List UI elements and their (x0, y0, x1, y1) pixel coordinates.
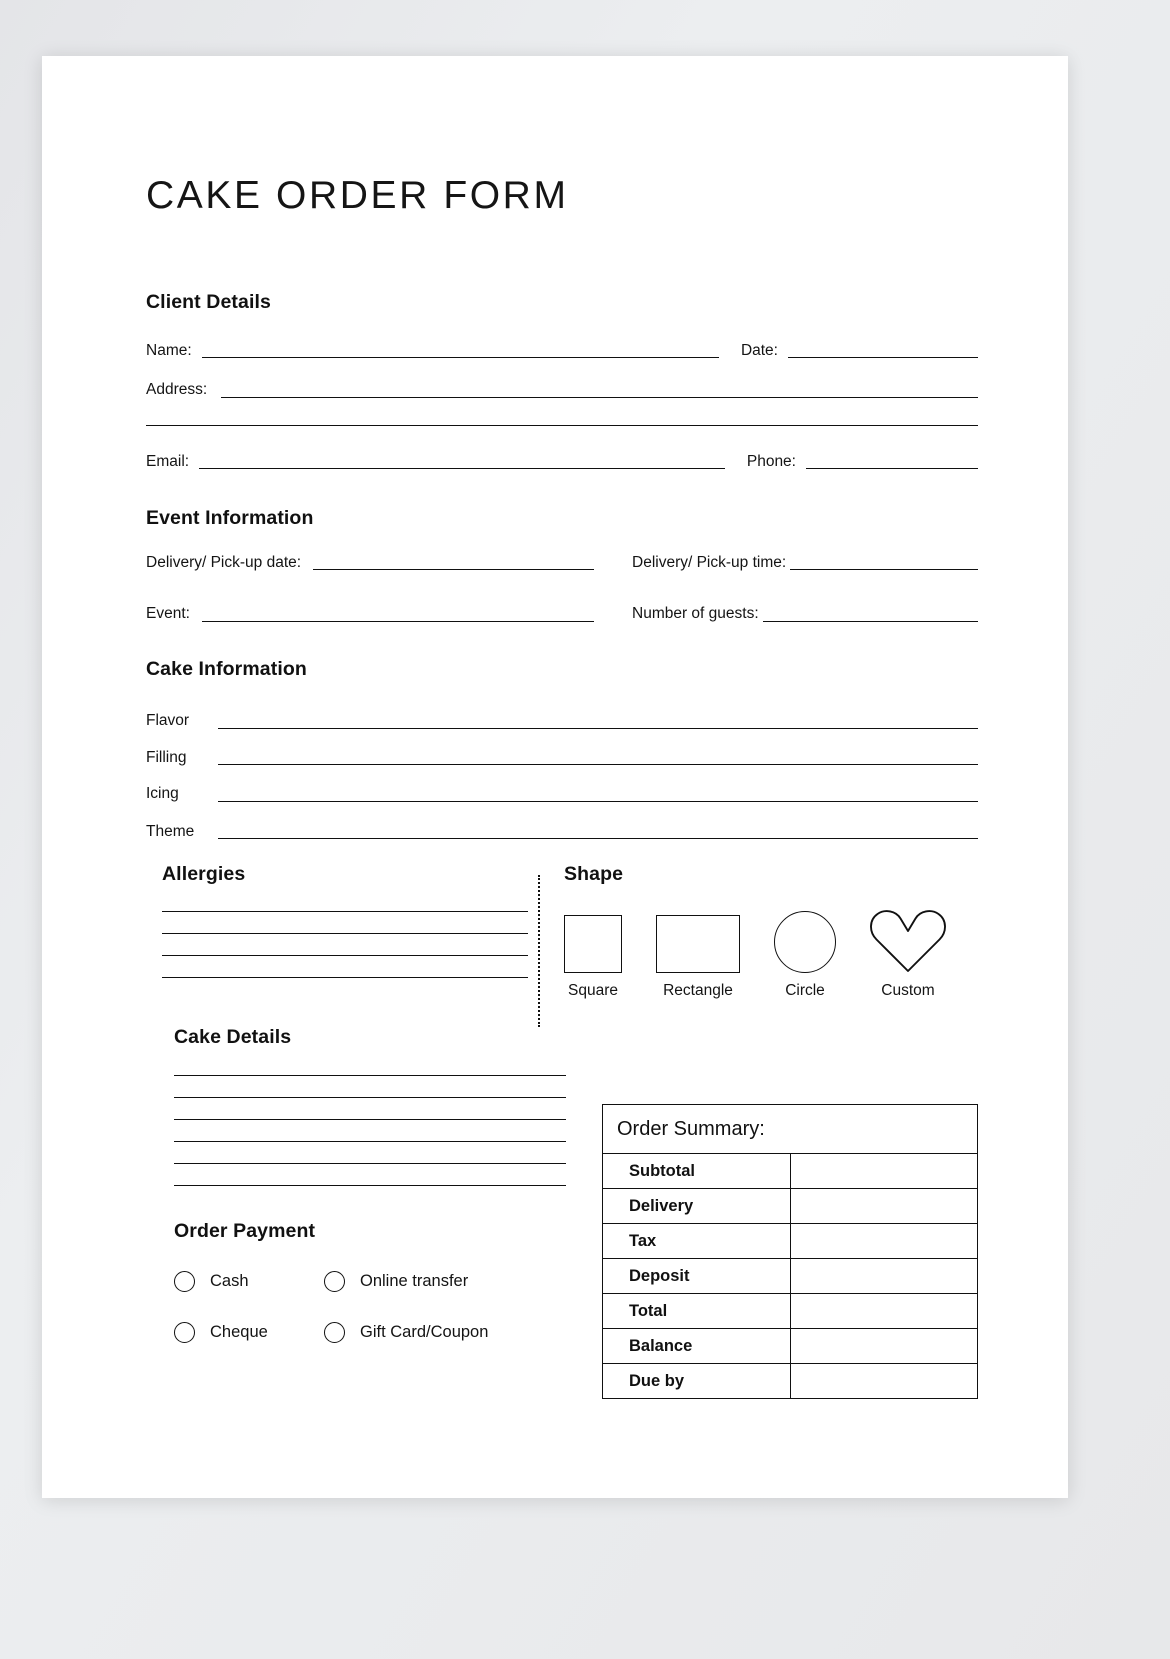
summary-value-subtotal[interactable] (790, 1154, 978, 1189)
shape-option-square[interactable] (564, 915, 622, 999)
filling-row (146, 750, 978, 766)
allergies-heading: Allergies (162, 863, 246, 885)
event-input[interactable] (202, 621, 594, 622)
payment-option-cash[interactable] (174, 1271, 324, 1292)
cake-details-line-1[interactable] (174, 1075, 566, 1076)
summary-value-due-by[interactable] (790, 1364, 978, 1399)
address-label: Address: (146, 381, 208, 398)
summary-label-balance: Balance (603, 1329, 791, 1364)
summary-label-due-by: Due by (603, 1364, 791, 1399)
allergies-line-4[interactable] (162, 977, 528, 978)
table-row (603, 1259, 978, 1294)
email-phone-row (146, 454, 978, 470)
order-payment-options (174, 1271, 566, 1343)
summary-label-deposit: Deposit (603, 1259, 791, 1294)
summary-label-tax: Tax (603, 1224, 791, 1259)
payment-row-2 (174, 1322, 566, 1343)
summary-value-balance[interactable] (790, 1329, 978, 1364)
radio-cheque-icon (174, 1322, 195, 1343)
theme-label: Theme (146, 822, 195, 840)
email-input[interactable] (199, 468, 725, 469)
phone-label: Phone: (746, 452, 796, 470)
shape-options (564, 909, 978, 999)
cake-information-heading: Cake Information (146, 657, 307, 680)
cake-details-line-3[interactable] (174, 1119, 566, 1120)
cake-details-line-4[interactable] (174, 1141, 566, 1142)
flavor-label: Flavor (146, 712, 190, 729)
table-row (603, 1224, 978, 1259)
delivery-pickup-date-input[interactable] (313, 569, 594, 570)
order-summary-column (602, 1028, 978, 1399)
summary-value-deposit[interactable] (790, 1259, 978, 1294)
flavor-input[interactable] (218, 728, 978, 729)
shape-option-rectangle[interactable] (656, 915, 740, 999)
payment-option-cheque[interactable] (174, 1322, 324, 1343)
flavor-row (146, 713, 978, 729)
details-summary-block (146, 1028, 978, 1399)
cake-details-line-2[interactable] (174, 1097, 566, 1098)
delivery-pickup-time-label: Delivery/ Pick-up time: (632, 553, 787, 571)
allergies-line-2[interactable] (162, 933, 528, 934)
shape-section (528, 865, 978, 998)
table-row (603, 1294, 978, 1329)
form-sheet (42, 56, 1068, 1498)
guests-row (632, 606, 978, 622)
shape-heading: Shape (564, 863, 624, 885)
summary-label-delivery: Delivery (603, 1189, 791, 1224)
filling-input[interactable] (218, 764, 978, 765)
delivery-pickup-time-input[interactable] (790, 569, 978, 570)
icing-input[interactable] (218, 801, 978, 802)
order-summary-heading: Order Summary: (603, 1105, 978, 1154)
square-icon (564, 915, 622, 973)
theme-row (146, 824, 978, 840)
summary-value-tax[interactable] (790, 1224, 978, 1259)
name-date-row (146, 343, 978, 359)
event-left-column (146, 555, 594, 622)
radio-cash-icon (174, 1271, 195, 1292)
allergies-shape-block (146, 865, 978, 998)
event-information-section (146, 509, 978, 622)
email-label: Email: (146, 452, 190, 470)
payment-option-online-transfer[interactable] (324, 1271, 468, 1292)
shape-label-circle: Circle (785, 981, 825, 999)
delivery-time-row (632, 555, 978, 571)
shape-option-custom[interactable] (870, 909, 946, 999)
name-input[interactable] (202, 357, 719, 358)
order-payment-heading: Order Payment (174, 1219, 316, 1242)
summary-header-row (603, 1105, 978, 1154)
date-label: Date: (740, 341, 778, 359)
payment-label-online-transfer: Online transfer (360, 1272, 469, 1291)
cake-details-line-6[interactable] (174, 1185, 566, 1186)
table-row (603, 1329, 978, 1364)
filling-label: Filling (146, 748, 187, 766)
payment-label-cheque: Cheque (210, 1323, 268, 1342)
cake-details-line-5[interactable] (174, 1163, 566, 1164)
vertical-dotted-divider (538, 875, 540, 1027)
rectangle-icon (656, 915, 740, 973)
page-title: CAKE ORDER FORM (146, 174, 569, 217)
allergies-line-3[interactable] (162, 955, 528, 956)
shape-label-square: Square (568, 981, 618, 999)
event-fields-grid (146, 555, 978, 622)
name-label: Name: (146, 341, 192, 359)
radio-gift-card-icon (324, 1322, 345, 1343)
shape-label-custom: Custom (881, 981, 935, 999)
heart-icon (870, 909, 946, 973)
table-row (603, 1364, 978, 1399)
payment-label-gift-card: Gift Card/Coupon (360, 1323, 489, 1342)
icing-row (146, 786, 978, 802)
event-row (146, 606, 594, 622)
address-row-2 (146, 425, 978, 426)
address-row-1 (146, 382, 978, 398)
event-label: Event: (146, 605, 190, 622)
icing-label: Icing (146, 785, 179, 802)
cake-details-heading: Cake Details (174, 1026, 292, 1048)
payment-option-gift-card[interactable] (324, 1322, 488, 1343)
summary-value-delivery[interactable] (790, 1189, 978, 1224)
event-right-column (632, 555, 978, 622)
payment-label-cash: Cash (210, 1272, 249, 1291)
table-row (603, 1189, 978, 1224)
allergies-line-1[interactable] (162, 911, 528, 912)
form-content (146, 176, 978, 1399)
table-row (603, 1154, 978, 1189)
number-of-guests-input[interactable] (763, 621, 978, 622)
delivery-date-row (146, 555, 594, 571)
theme-input[interactable] (218, 838, 978, 839)
circle-icon (774, 911, 836, 973)
summary-label-subtotal: Subtotal (603, 1154, 791, 1189)
address-input-line-1[interactable] (221, 397, 978, 398)
radio-online-transfer-icon (324, 1271, 345, 1292)
summary-value-total[interactable] (790, 1294, 978, 1329)
address-input-line-2[interactable] (146, 425, 978, 426)
client-details-heading: Client Details (146, 291, 271, 313)
shape-option-circle[interactable] (774, 911, 836, 999)
summary-label-total: Total (603, 1294, 791, 1329)
client-details-section (146, 293, 978, 469)
date-input[interactable] (788, 357, 978, 358)
shape-label-rectangle: Rectangle (663, 981, 733, 999)
event-information-heading: Event Information (146, 507, 314, 529)
allergies-section (146, 865, 528, 998)
order-summary-table (602, 1104, 978, 1399)
cake-details-column (146, 1028, 566, 1399)
phone-input[interactable] (806, 468, 978, 469)
payment-row-1 (174, 1271, 566, 1292)
number-of-guests-label: Number of guests: (632, 605, 759, 622)
delivery-pickup-date-label: Delivery/ Pick-up date: (146, 553, 302, 571)
cake-information-section (146, 657, 978, 840)
